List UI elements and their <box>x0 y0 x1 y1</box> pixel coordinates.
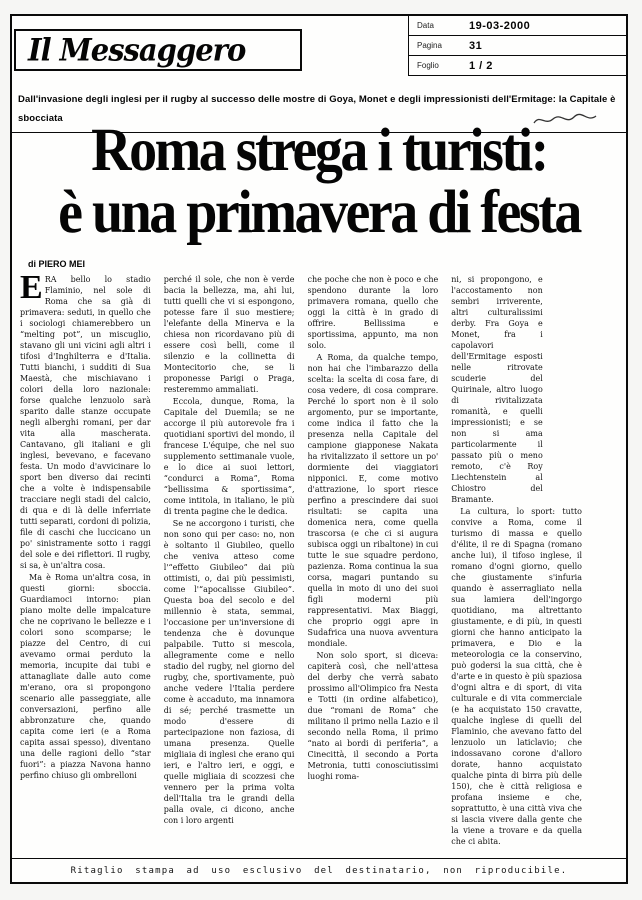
byline: di PIERO MEI <box>28 259 86 269</box>
article-paragraph: Se ne accorgono i turisti, che non sono qui per caso: no, non è soltanto il Giubileo, quello che veniva atteso come l'“effetto Giubileo” dai più ottimisti, o, dai più pessimisti, come l'“apocalisse Giubileo”. Questa boa del secolo e del millennio è stata, semmai, l'occasione per un'inversione di tendenza che è dovunque palpabile. Tutto si mescola, allegramente come e nello stadio del rugby, nel giorno del rugby, che, sportivamente, può anche vedere l'Italia perdere come è accaduto, ma innamora di sé; perché trasmette un modo d'essere di partecipazione non faziosa, di umana presenza. Quelle migliaia di inglesi che erano qui ieri, e l'altro ieri, e oggi, e quelle migliaia di scozzesi che vennero per la prima volta dell'Italia tra le grandi della palla ovale, ci dicono, anche con i loro argenti <box>163 519 295 825</box>
article-paragraph: Eccola, dunque, Roma, la Capitale del Duemila; se ne accorge il più autorevole fra i quotidiani sportivi del mondo, il francese L'équipe, che nel suo supplemento settimanale vuole, e lo dice ai suoi lettori, “condurci a Roma”, Roma “bellissima & sportissima”, come intitola, in italiano, le più di trenta pagine che le dedica. <box>163 397 295 516</box>
paragraph-text: RA bello lo stadio Flaminio, nel sole di Roma che sa già di primavera: seduti, in quello che i sociologi chiamerebbero un “melting pot”, un miscuglio, stavano gli uni vicini agli altri i tifosi d'Inghilterra e d'Italia. Tutti bianchi, i sudditi di Sua Maestà, che mischiavano i colori della loro nazionale: forse qualche lenzuolo sarà sparito dalle stanze occupate negli alberghi romani, per dar vita alla mascherata. Cantavano, gli italiani e gli inglesi, bevevano, e facevano festa. Un modo d'avvicinare lo sport ben diverso dai recinti che a volte è indispensabile tracciare negli stadi del calcio, di qua e di là delle inferriate tutti separati, cordoni di polizia, file di caschi che luccicano un po' sinistramente sotto i raggi del sole e dei riflettori. Il rugby, si sa, è un'altra cosa. <box>20 275 151 570</box>
newspaper-logo: Il Messaggero <box>28 32 246 68</box>
footer-disclaimer: Ritaglio stampa ad uso esclusivo del destinatario, non riproducibile. <box>70 865 568 876</box>
article-headline <box>12 116 626 247</box>
stamp-row-page <box>409 36 626 56</box>
headline-line-1: Roma strega i turisti: <box>91 116 547 185</box>
clipping-stamp <box>408 16 626 76</box>
stamp-value: 1 / 2 <box>469 59 493 72</box>
stamp-value: 19-03-2000 <box>469 19 531 32</box>
drop-cap: E <box>20 274 43 306</box>
kicker-text: Dall'invasione degli inglesi per il rugby al successo delle mostre di Goya, Monet e degli impressionisti dell'Ermitage: la Capitale è sbocciata <box>18 94 616 124</box>
article-paragraph: La cultura, lo sport: tutto convive a Roma, come il turismo di massa e quello d'élite, il re di Spagna (romano anche lui), il tifoso inglese, il romano d'ogni giorno, quello che giustamente s'infuria quando è asserragliato nella sua lamiera dell'ingorgo quotidiano, ma altrettanto giustamente, e di più, in questi giorni che hanno anticipato la primavera, e Dio e la meteorologia ce la conservino, può godersi la sua città, che è d'arte e in questo è più spaziosa d'ogni altra e di sport, di vita culturale e di vita commerciale (e ha acquistato 150 cravatte, qualche inglese di quelli del Flaminio, che avevano fatto del lenzuolo un laticlavio; che indossavano corone d'alloro dorate, hanno acquistato qualche pinta di birra più delle 150), che è città religiosa e profana insieme e che, soprattutto, è una città viva che si lascia vivere dalla gente che la viene a trovare e da quella che ci abita. <box>451 507 582 846</box>
article-column-1 <box>20 274 151 860</box>
stamp-label: Foglio <box>417 61 439 70</box>
clipping-footer <box>12 858 626 882</box>
stamp-row-date <box>409 16 626 36</box>
stamp-value: 31 <box>469 39 483 52</box>
masthead-box <box>14 29 302 71</box>
stamp-label: Pagina <box>417 41 442 50</box>
article-paragraph: ni, si propongono, e l'accostamento non sembri irriverente, altri culturalissimi derby. Fra Goya e Monet, fra i capolavori dell'Ermitage esposti nelle ritrovate scuderie del Quirinale, altro luogo di rivitalizzata romanità, e quelli impressionisti; e se non si ama particolarmente il passato più o meno remoto, c'è Roy Liechtenstein al Chiostro del Bramante. <box>451 275 543 504</box>
article-column-4 <box>451 274 582 860</box>
stamp-row-sheet <box>409 56 626 76</box>
article-paragraph <box>20 274 151 571</box>
article-body <box>20 274 582 860</box>
headline-line-2: è una primavera di festa <box>58 178 580 247</box>
article-paragraph: perché il sole, che non è verde bacia la bellezza, ma, ahi lui, tutti quelli che vi si espongono, potesse fare il suo mestiere; l'elefante della Minerva e la chiesa non ricordavano più di essere così belli, come il silenzio e la collinetta di Montecitorio che, se li proponesse Parigi o Praga, resteremmo ammaliati. <box>163 275 295 394</box>
article-column-3 <box>308 274 439 860</box>
article-paragraph: Ma è Roma un'altra cosa, in questi giorni: sboccia. Guardiamoci intorno: pian piano molte delle impalcature che ne coprivano le bellezze e i colori sono scomparse; le piazze del Centro, di cui avevamo ormai perduto la memoria, incupite dai tubi e attanagliate dalle auto come m'erano, ora si propongono scenario alle passeggiate, alle conversazioni, perfino alle abbronzature che, quando capita come ieri (e a Roma capita assai spesso), diventano una delle ragioni dello “star fuori”: a piazza Navona hanno perfino chiuso gli ombrelloni <box>20 573 151 780</box>
stamp-label: Data <box>417 21 434 30</box>
page-frame <box>10 14 628 884</box>
article-column-2 <box>164 274 295 860</box>
article-paragraph: Non solo sport, si diceva: capiterà così, che nell'attesa del derby che verrà sabato prossimo all'Olimpico fra Nesta e Totti (in ordine alfabetico), due “romani de Roma” che militano il primo nella Lazio e il secondo nella Roma, il primo “nato ai bordi di periferia”, a Cinecittà, il secondo a Porta Metronia, tutti conosciutissimi luoghi roma- <box>307 651 439 781</box>
article-paragraph: che poche che non è poco e che spendono durante la loro primavera romana, quello che oggi la città è in grado di offrire. Bellissima e sportissima, appunto, ma non solo. <box>307 275 439 350</box>
article-paragraph: A Roma, da qualche tempo, non hai che l'imbarazzo della scelta: la scelta di cosa fare, di cosa vedere, di cosa comprare. Perché lo sport non è il solo argomento, pur se importante, come indica il fatto che la presenza nella Capitale del campione giapponese Nakata ha rivitalizzato il settore un po' dormiente dei viaggiatori nipponici. E, come motivo d'attrazione, lo sport riesce perfino a prescindere dai suoi risultati: se capita una domenica nera, come quella trascorsa (e che ci si augura subisca oggi un ribaltone) in cui tutte le sue squadre perdono, pazienza. Roma continua la sua corsa, magari puntando su quella in moto di uno dei suoi figli moderni più rappresentativi. Max Biaggi, che proprio oggi apre in Sudafrica una nuova avventura mondiale. <box>307 353 439 648</box>
